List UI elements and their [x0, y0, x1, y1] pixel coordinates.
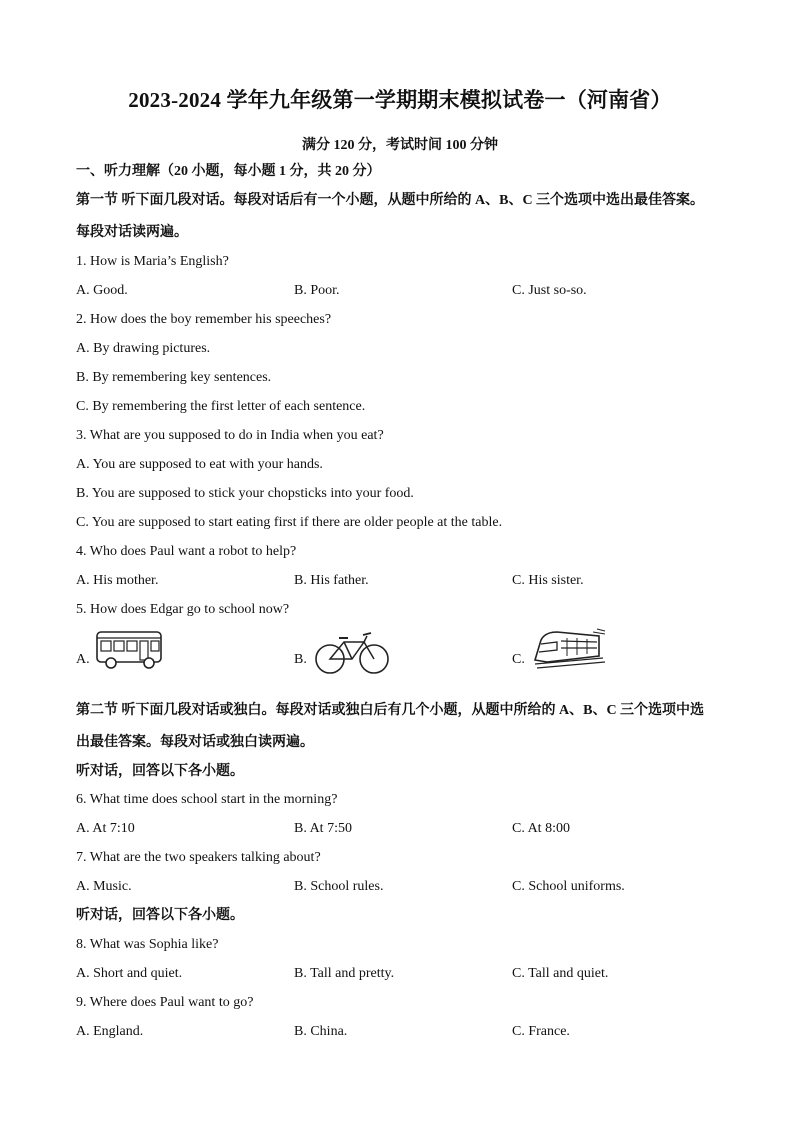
q4-option-b: B. His father.: [294, 573, 369, 588]
question-6: 6. What time does school start in the morning?: [76, 792, 338, 807]
q6-option-a: A. At 7:10: [76, 821, 135, 836]
question-1: 1. How is Maria’s English?: [76, 254, 229, 269]
q8-option-b: B. Tall and pretty.: [294, 966, 395, 981]
bus-icon: [95, 628, 165, 670]
question-7: 7. What are the two speakers talking about?: [76, 850, 321, 865]
part1-instruction: 第一节 听下面几段对话。每段对话后有一个小题，从题中所给的 A、B、C 三个选项中选出最佳答案。: [76, 193, 705, 208]
q1-option-a: A. Good.: [76, 283, 128, 298]
section-heading: 一、听力理解（20 小题，每小题 1 分，共 20 分）: [76, 164, 381, 179]
part2-instruction: 第二节 听下面几段对话或独白。每段对话或独白后有几个小题，从题中所给的 A、B、C 三个选项中选: [76, 703, 705, 718]
q7-option-b: B. School rules.: [294, 879, 384, 894]
q1-option-b: B. Poor.: [294, 283, 340, 298]
q5-option-b: B.: [294, 652, 307, 667]
q7-option-c: C. School uniforms.: [512, 879, 625, 894]
train-icon: [527, 626, 607, 672]
question-8: 8. What was Sophia like?: [76, 937, 219, 952]
q2-option-c: C. By remembering the first letter of each sentence.: [76, 399, 366, 414]
q3-option-a: A. You are supposed to eat with your hands.: [76, 457, 323, 472]
q9-option-c: C. France.: [512, 1024, 570, 1039]
question-3: 3. What are you supposed to do in India when you eat?: [76, 428, 384, 443]
q7-option-a: A. Music.: [76, 879, 132, 894]
q9-option-b: B. China.: [294, 1024, 348, 1039]
q6-option-c: C. At 8:00: [512, 821, 570, 836]
bicycle-icon: [312, 628, 392, 676]
exam-subtitle: 满分 120 分，考试时间 100 分钟: [302, 138, 498, 153]
q5-option-a: A.: [76, 652, 90, 667]
q6-option-b: B. At 7:50: [294, 821, 352, 836]
q1-option-c: C. Just so-so.: [512, 283, 587, 298]
q4-option-c: C. His sister.: [512, 573, 584, 588]
question-9: 9. Where does Paul want to go?: [76, 995, 254, 1010]
listen-note: 听对话，回答以下各小题。: [76, 908, 244, 923]
question-4: 4. Who does Paul want a robot to help?: [76, 544, 297, 559]
part2-instruction-cont: 出最佳答案。每段对话或独白读两遍。: [76, 735, 314, 750]
part1-instruction-cont: 每段对话读两遍。: [76, 225, 188, 240]
q8-option-c: C. Tall and quiet.: [512, 966, 609, 981]
q8-option-a: A. Short and quiet.: [76, 966, 183, 981]
question-5: 5. How does Edgar go to school now?: [76, 602, 290, 617]
q9-option-a: A. England.: [76, 1024, 144, 1039]
q4-option-a: A. His mother.: [76, 573, 159, 588]
exam-title: 2023-2024 学年九年级第一学期期末模拟试卷一（河南省）: [128, 88, 672, 112]
question-2: 2. How does the boy remember his speeches?: [76, 312, 332, 327]
q3-option-b: B. You are supposed to stick your chopsticks into your food.: [76, 486, 414, 501]
listen-note: 听对话，回答以下各小题。: [76, 764, 244, 779]
q2-option-b: B. By remembering key sentences.: [76, 370, 272, 385]
q5-option-c: C.: [512, 652, 525, 667]
q3-option-c: C. You are supposed to start eating first if there are older people at the table.: [76, 515, 503, 530]
q2-option-a: A. By drawing pictures.: [76, 341, 211, 356]
